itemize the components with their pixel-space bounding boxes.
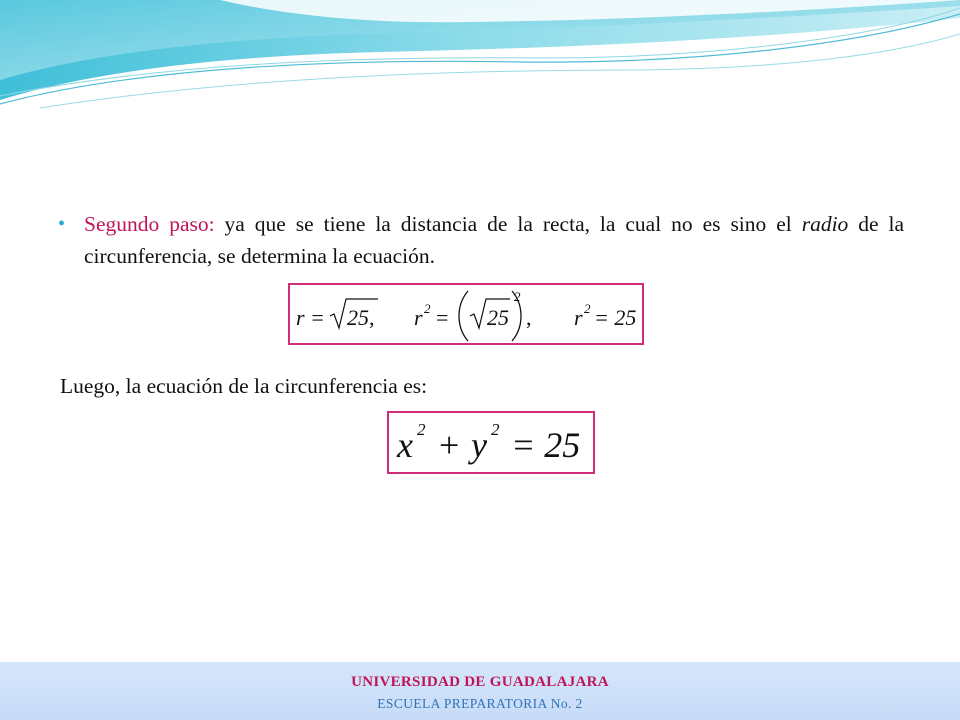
bullet-text <box>84 208 904 272</box>
eq-r2b-rhs: = 25 <box>594 305 637 330</box>
eq-y-exp: 2 <box>491 420 500 439</box>
bullet-text-part2: de la circunferencia, se determina la ecuación. <box>84 212 904 268</box>
footer-school: ESCUELA PREPARATORIA No. 2 <box>377 696 583 711</box>
radius-equation <box>290 285 642 343</box>
eq-rhs: = 25 <box>511 425 581 465</box>
header-wave-decoration <box>0 0 960 115</box>
eq-x-exp: 2 <box>417 420 426 439</box>
paren-left <box>459 291 468 341</box>
eq-y: y <box>471 425 487 465</box>
bullet-text-part1: ya que se tiene la distancia de la recta, la cual no es sino el <box>214 212 802 236</box>
eq-r2-exp: 2 <box>424 301 431 316</box>
circle-equation <box>389 413 593 472</box>
eq-r2-radicand: 25 <box>487 305 509 330</box>
footer-bar <box>0 662 960 720</box>
eq-r2-equals: = <box>436 305 449 330</box>
eq-x: x <box>397 425 413 465</box>
eq-r2-lhs: r <box>414 305 423 330</box>
step-label: Segundo paso: <box>84 212 215 236</box>
bullet-dot-icon: • <box>58 213 66 235</box>
eq-r2b-exp: 2 <box>584 301 591 316</box>
eq-r2-outer-exp: 2 <box>514 289 521 304</box>
conclusion-text: Luego, la ecuación de la circunferencia es: <box>60 374 428 398</box>
eq-r-radicand: 25, <box>347 305 375 330</box>
eq-comma: , <box>526 305 532 330</box>
bullet-paragraph <box>58 208 904 272</box>
footer-university: UNIVERSIDAD DE GUADALAJARA <box>351 674 609 690</box>
bullet-italic-word: radio <box>801 212 849 236</box>
eq-plus: + <box>439 425 460 465</box>
radius-equation-box <box>288 283 644 345</box>
eq-r2b-lhs: r <box>574 305 583 330</box>
circle-equation-box <box>387 411 595 474</box>
eq-r-lhs: r = <box>296 305 325 330</box>
